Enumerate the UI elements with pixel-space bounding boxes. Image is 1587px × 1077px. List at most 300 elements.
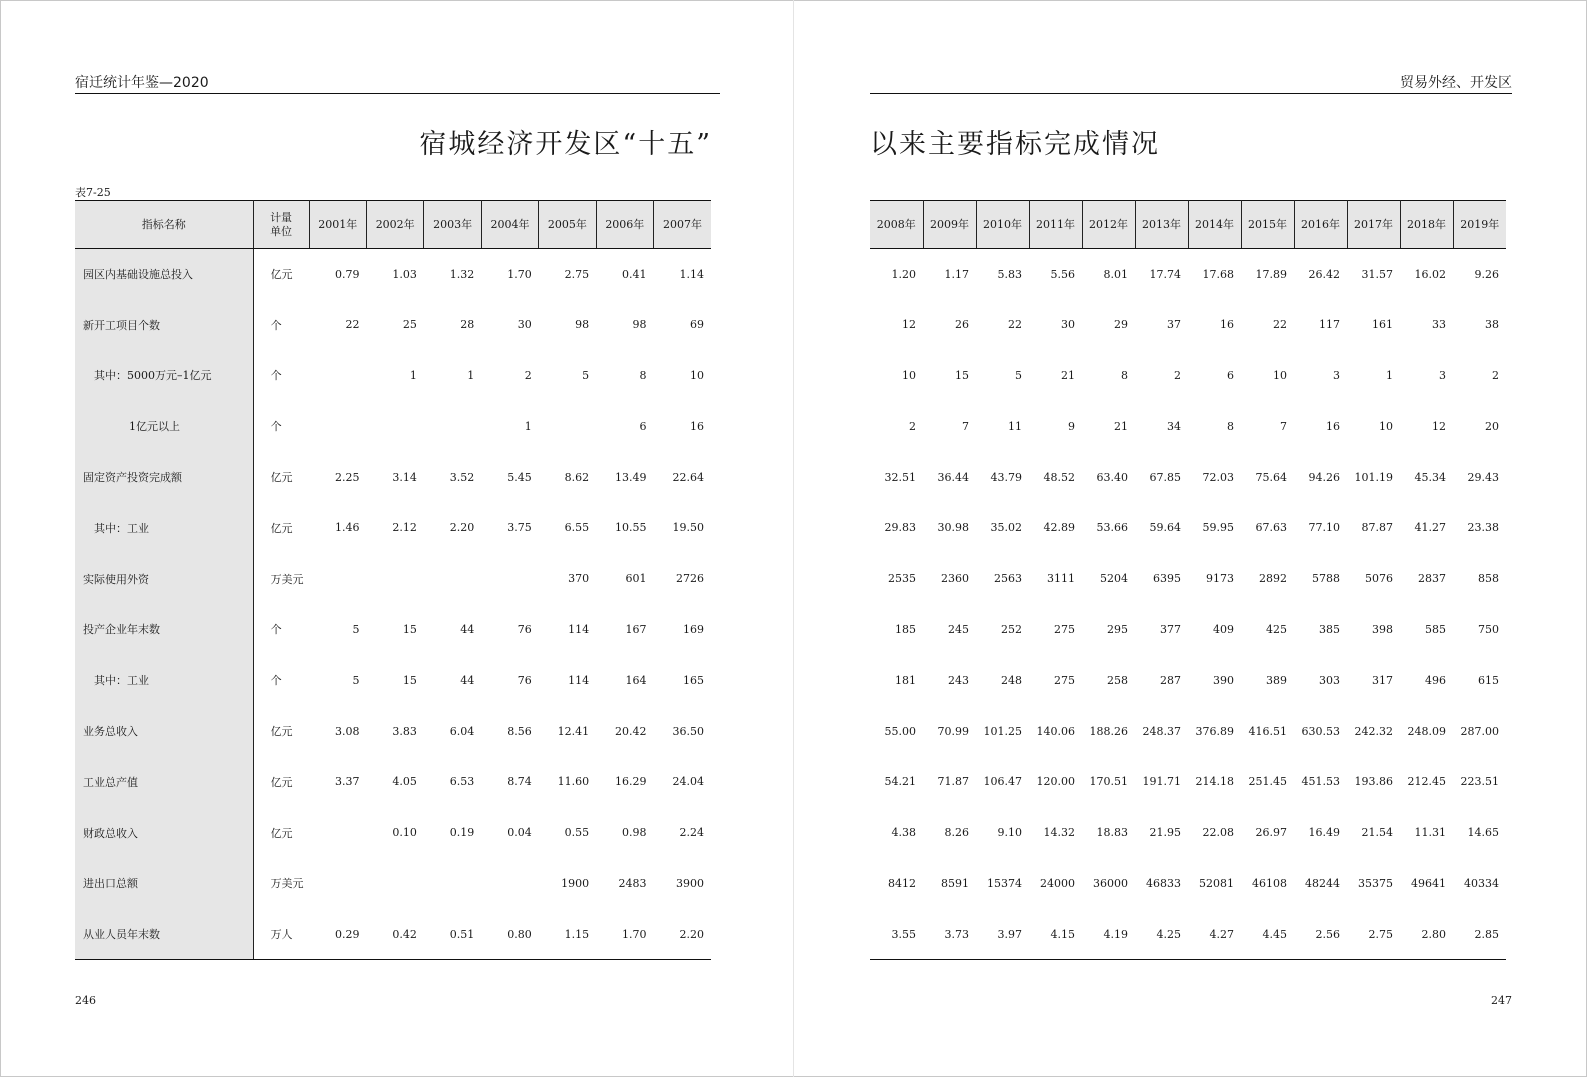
value-cell: 30.98 (937, 521, 969, 535)
value-cell: 9.26 (1474, 267, 1499, 281)
value-cell: 3.14 (392, 470, 417, 484)
value-cell: 2483 (618, 876, 647, 890)
value-cell: 9173 (1206, 572, 1234, 586)
value-cell: 37 (1167, 318, 1181, 332)
indicator-name: 从业人员年末数 (75, 909, 253, 960)
header-year: 2014年 (1188, 201, 1241, 249)
value-cell: 2 (909, 419, 916, 433)
value-cell: 9 (1068, 419, 1075, 433)
table-row (870, 909, 1506, 960)
value-cell: 17.74 (1149, 267, 1181, 281)
value-cell: 0.10 (392, 826, 417, 840)
value-cell: 1.70 (507, 267, 532, 281)
value-cell: 36.44 (937, 470, 969, 484)
right-page (870, 0, 1512, 1077)
header-year: 2003年 (424, 201, 481, 249)
value-cell: 3.08 (334, 724, 360, 738)
value-cell: 3900 (676, 876, 704, 890)
value-cell: 3.37 (334, 775, 360, 789)
value-cell: 2.24 (679, 826, 704, 840)
indicator-name: 其中：5000万元–1亿元 (75, 350, 253, 401)
value-cell (309, 858, 366, 909)
value-cell: 5 (1015, 368, 1022, 382)
indicator-name: 固定资产投资完成额 (75, 452, 253, 503)
table-row (75, 756, 711, 807)
value-cell (309, 807, 366, 858)
value-cell: 188.26 (1089, 724, 1128, 738)
value-cell: 376.89 (1195, 724, 1234, 738)
left-running-head-text: 宿迁统计年鉴—2020 (75, 75, 209, 91)
value-cell: 0.79 (334, 267, 360, 281)
value-cell (309, 350, 366, 401)
value-cell: 10 (1273, 368, 1287, 382)
value-cell: 22.08 (1202, 826, 1234, 840)
value-cell: 10 (1379, 419, 1393, 433)
table-row (870, 401, 1506, 452)
value-cell (539, 401, 596, 452)
value-cell: 1.70 (596, 909, 653, 960)
value-cell: 1 (409, 368, 417, 382)
indicator-name: 新开工项目个数 (75, 299, 253, 350)
left-header-row (75, 201, 711, 249)
value-cell: 3.55 (870, 909, 923, 960)
value-cell: 9.10 (997, 826, 1022, 840)
header-year: 2019年 (1453, 201, 1506, 249)
value-cell: 30 (1061, 318, 1075, 332)
value-cell: 49641 (1411, 876, 1446, 890)
value-cell: 101.19 (1354, 470, 1393, 484)
value-cell: 287.00 (1460, 724, 1499, 738)
value-cell (366, 553, 423, 604)
value-cell: 16.49 (1308, 826, 1340, 840)
value-cell: 11.31 (1414, 826, 1446, 840)
value-cell: 26.97 (1255, 826, 1287, 840)
value-cell: 630.53 (1301, 724, 1340, 738)
value-cell: 164 (625, 673, 647, 687)
unit-cell: 亿元 (270, 775, 293, 789)
value-cell: 12 (1432, 419, 1446, 433)
table-row (75, 502, 711, 553)
value-cell: 317 (1372, 673, 1393, 687)
table-row (75, 909, 711, 960)
value-cell: 5.45 (507, 470, 532, 484)
value-cell: 35.02 (990, 521, 1022, 535)
value-cell: 16 (1220, 318, 1234, 332)
value-cell: 16 (690, 419, 704, 433)
value-cell: 67.63 (1255, 521, 1287, 535)
value-cell (424, 401, 481, 452)
value-cell: 398 (1372, 622, 1393, 636)
value-cell: 69 (690, 318, 704, 332)
value-cell: 120.00 (1036, 775, 1075, 789)
table-row (75, 350, 711, 401)
value-cell: 76 (517, 622, 532, 636)
value-cell: 44 (460, 673, 475, 687)
table-number: 表7-25 (75, 186, 111, 199)
unit-cell: 个 (270, 674, 282, 688)
left-table-body (75, 249, 711, 960)
value-cell: 26.42 (1308, 267, 1340, 281)
value-cell: 20.42 (615, 724, 647, 738)
value-cell: 36.50 (672, 724, 704, 738)
header-unit-line1: 计量 (270, 210, 293, 224)
value-cell: 5788 (1312, 572, 1340, 586)
value-cell: 1.03 (392, 267, 417, 281)
value-cell: 185 (895, 622, 916, 636)
value-cell: 114 (568, 622, 590, 636)
value-cell: 6.53 (449, 775, 475, 789)
value-cell: 303 (1319, 673, 1340, 687)
value-cell: 2.75 (564, 267, 590, 281)
value-cell: 161 (1372, 318, 1393, 332)
value-cell: 2.20 (449, 521, 475, 535)
unit-cell: 万人 (253, 909, 309, 960)
unit-cell: 个 (270, 318, 282, 332)
value-cell: 31.57 (1361, 267, 1393, 281)
value-cell: 21.95 (1149, 826, 1181, 840)
value-cell: 5 (582, 368, 590, 382)
value-cell: 21 (1114, 419, 1128, 433)
indicator-name: 实际使用外资 (75, 553, 253, 604)
value-cell: 6 (639, 419, 647, 433)
value-cell: 1.46 (334, 521, 360, 535)
value-cell: 2.20 (654, 909, 711, 960)
unit-cell: 万美元 (270, 877, 304, 891)
value-cell: 170.51 (1089, 775, 1128, 789)
table-row (870, 350, 1506, 401)
value-cell: 52081 (1199, 876, 1234, 890)
value-cell: 8 (1121, 368, 1128, 382)
value-cell: 29.83 (884, 521, 916, 535)
value-cell: 22.64 (672, 470, 704, 484)
value-cell: 29.43 (1467, 470, 1499, 484)
value-cell: 7 (1280, 419, 1287, 433)
indicator-name: 1亿元以上 (75, 401, 253, 452)
unit-cell: 个 (270, 369, 282, 383)
value-cell: 12.41 (557, 724, 590, 738)
value-cell: 601 (625, 572, 647, 586)
value-cell: 8591 (941, 876, 969, 890)
value-cell: 5076 (1365, 572, 1393, 586)
value-cell: 10 (690, 368, 704, 382)
value-cell: 275 (1054, 622, 1075, 636)
value-cell (366, 401, 423, 452)
value-cell: 28 (460, 318, 475, 332)
value-cell: 98 (575, 318, 590, 332)
header-year: 2005年 (539, 201, 596, 249)
header-year: 2006年 (596, 201, 653, 249)
value-cell: 16 (1326, 419, 1340, 433)
value-cell: 106.47 (983, 775, 1022, 789)
value-cell: 6.04 (449, 724, 475, 738)
value-cell: 245 (948, 622, 969, 636)
value-cell: 2726 (676, 572, 704, 586)
value-cell: 71.87 (937, 775, 969, 789)
value-cell: 29 (1114, 318, 1128, 332)
table-row (75, 249, 711, 300)
value-cell: 242.32 (1354, 724, 1393, 738)
value-cell: 5.83 (997, 267, 1022, 281)
value-cell: 385 (1319, 622, 1340, 636)
value-cell: 8.01 (1103, 267, 1128, 281)
value-cell: 3.83 (392, 724, 417, 738)
table-row (870, 502, 1506, 553)
value-cell: 7 (962, 419, 969, 433)
value-cell: 858 (1478, 572, 1499, 586)
value-cell: 2.75 (1347, 909, 1400, 960)
value-cell: 5.56 (1050, 267, 1075, 281)
value-cell: 77.10 (1308, 521, 1340, 535)
value-cell: 11 (1008, 419, 1022, 433)
value-cell: 48.52 (1043, 470, 1075, 484)
table-row (75, 401, 711, 452)
value-cell: 169 (683, 622, 704, 636)
table-row (870, 807, 1506, 858)
table-row (75, 655, 711, 706)
value-cell: 5 (352, 622, 360, 636)
value-cell: 22 (1008, 318, 1022, 332)
value-cell: 248.09 (1407, 724, 1446, 738)
value-cell: 4.45 (1241, 909, 1294, 960)
value-cell: 21 (1061, 368, 1075, 382)
value-cell: 251.45 (1248, 775, 1287, 789)
value-cell: 0.29 (309, 909, 366, 960)
value-cell: 451.53 (1301, 775, 1340, 789)
value-cell: 20 (1485, 419, 1499, 433)
header-year: 2002年 (366, 201, 423, 249)
value-cell: 0.42 (366, 909, 423, 960)
value-cell: 1.14 (679, 267, 704, 281)
value-cell: 212.45 (1407, 775, 1446, 789)
header-year: 2011年 (1029, 201, 1082, 249)
value-cell: 181 (895, 673, 916, 687)
value-cell: 425 (1266, 622, 1287, 636)
value-cell: 585 (1425, 622, 1446, 636)
table-row (870, 249, 1506, 300)
value-cell: 6395 (1153, 572, 1181, 586)
value-cell: 496 (1425, 673, 1446, 687)
header-year: 2001年 (309, 201, 366, 249)
value-cell: 11.60 (557, 775, 590, 789)
value-cell: 4.19 (1082, 909, 1135, 960)
indicator-name: 其中：工业 (75, 655, 253, 706)
value-cell: 1 (1386, 368, 1393, 382)
value-cell: 248.37 (1142, 724, 1181, 738)
value-cell: 87.87 (1361, 521, 1393, 535)
header-year: 2004年 (481, 201, 538, 249)
value-cell: 3.97 (976, 909, 1029, 960)
value-cell: 41.27 (1414, 521, 1446, 535)
value-cell: 1.32 (449, 267, 475, 281)
value-cell: 59.64 (1149, 521, 1181, 535)
value-cell: 43.79 (990, 470, 1022, 484)
value-cell: 45.34 (1414, 470, 1446, 484)
value-cell: 63.40 (1096, 470, 1128, 484)
value-cell: 214.18 (1195, 775, 1234, 789)
value-cell: 8.62 (564, 470, 590, 484)
value-cell: 98 (632, 318, 647, 332)
table-row (870, 706, 1506, 757)
header-year: 2012年 (1082, 201, 1135, 249)
value-cell: 2892 (1259, 572, 1287, 586)
value-cell: 165 (683, 673, 704, 687)
header-year: 2017年 (1347, 201, 1400, 249)
value-cell: 35375 (1358, 876, 1393, 890)
value-cell: 0.55 (564, 826, 590, 840)
value-cell: 54.21 (884, 775, 916, 789)
value-cell: 275 (1054, 673, 1075, 687)
unit-cell: 个 (270, 420, 282, 434)
value-cell: 72.03 (1202, 470, 1234, 484)
header-year: 2018年 (1400, 201, 1453, 249)
header-year: 2010年 (976, 201, 1029, 249)
unit-cell: 亿元 (270, 826, 293, 840)
right-header-row (870, 201, 1506, 249)
page-gutter (793, 0, 794, 1077)
right-page-number: 247 (1491, 994, 1512, 1007)
value-cell: 0.80 (481, 909, 538, 960)
left-page-number: 246 (75, 994, 96, 1007)
unit-cell: 亿元 (270, 471, 293, 485)
value-cell: 16.02 (1414, 267, 1446, 281)
value-cell: 2.80 (1400, 909, 1453, 960)
value-cell: 0.98 (622, 826, 647, 840)
indicator-name: 业务总收入 (75, 706, 253, 757)
value-cell: 8.74 (507, 775, 532, 789)
right-page-title: 以来主要指标完成情况 (870, 129, 1160, 160)
value-cell: 5204 (1100, 572, 1128, 586)
value-cell: 8 (639, 368, 647, 382)
value-cell (424, 858, 481, 909)
value-cell: 248 (1001, 673, 1022, 687)
unit-cell: 亿元 (270, 268, 293, 282)
value-cell: 101.25 (983, 724, 1022, 738)
value-cell: 2837 (1418, 572, 1446, 586)
value-cell: 24.04 (672, 775, 704, 789)
value-cell: 53.66 (1096, 521, 1128, 535)
value-cell: 3.52 (449, 470, 475, 484)
value-cell: 12 (902, 318, 916, 332)
value-cell: 55.00 (884, 724, 916, 738)
table-row (870, 858, 1506, 909)
left-page (75, 0, 720, 1077)
value-cell: 6 (1227, 368, 1234, 382)
value-cell: 10 (902, 368, 916, 382)
value-cell: 44 (460, 622, 475, 636)
value-cell: 0.04 (507, 826, 532, 840)
value-cell: 3 (1439, 368, 1446, 382)
value-cell: 295 (1107, 622, 1128, 636)
value-cell: 2563 (994, 572, 1022, 586)
value-cell: 42.89 (1043, 521, 1075, 535)
value-cell: 75.64 (1255, 470, 1287, 484)
value-cell: 48244 (1305, 876, 1340, 890)
value-cell: 22 (1273, 318, 1287, 332)
value-cell: 1 (467, 368, 475, 382)
value-cell: 3.75 (507, 521, 532, 535)
value-cell (366, 858, 423, 909)
header-unit (253, 201, 309, 249)
value-cell: 117 (1319, 318, 1340, 332)
value-cell: 46833 (1146, 876, 1181, 890)
value-cell: 17.68 (1202, 267, 1234, 281)
value-cell: 30 (517, 318, 532, 332)
value-cell: 191.71 (1142, 775, 1181, 789)
value-cell: 223.51 (1460, 775, 1499, 789)
value-cell: 8412 (888, 876, 916, 890)
value-cell: 21.54 (1361, 826, 1393, 840)
value-cell: 4.25 (1135, 909, 1188, 960)
value-cell: 193.86 (1354, 775, 1393, 789)
value-cell: 33 (1432, 318, 1446, 332)
value-cell (481, 858, 538, 909)
table-row (870, 452, 1506, 503)
value-cell: 70.99 (937, 724, 969, 738)
value-cell: 2.56 (1294, 909, 1347, 960)
value-cell: 13.49 (615, 470, 647, 484)
value-cell: 377 (1160, 622, 1181, 636)
value-cell: 2360 (941, 572, 969, 586)
value-cell (309, 401, 366, 452)
value-cell: 167 (625, 622, 647, 636)
value-cell: 0.19 (449, 826, 475, 840)
value-cell: 59.95 (1202, 521, 1234, 535)
right-table-body (870, 249, 1506, 960)
value-cell: 243 (948, 673, 969, 687)
value-cell: 6.55 (564, 521, 590, 535)
value-cell: 25 (402, 318, 417, 332)
value-cell: 370 (568, 572, 590, 586)
value-cell: 5 (352, 673, 360, 687)
value-cell: 14.65 (1467, 826, 1499, 840)
value-cell: 8.26 (944, 826, 969, 840)
value-cell: 140.06 (1036, 724, 1075, 738)
value-cell: 2.25 (334, 470, 360, 484)
value-cell: 46108 (1252, 876, 1287, 890)
value-cell: 2.12 (392, 521, 417, 535)
unit-cell: 亿元 (270, 725, 293, 739)
table-row (870, 299, 1506, 350)
indicator-name: 园区内基础设施总投入 (75, 249, 253, 300)
table-row (75, 452, 711, 503)
value-cell: 258 (1107, 673, 1128, 687)
indicator-name: 进出口总额 (75, 858, 253, 909)
indicator-name: 工业总产值 (75, 756, 253, 807)
value-cell: 24000 (1040, 876, 1075, 890)
value-cell: 76 (517, 673, 532, 687)
header-unit-line2: 单位 (270, 224, 293, 238)
value-cell: 0.51 (424, 909, 481, 960)
table-row (75, 706, 711, 757)
value-cell: 287 (1160, 673, 1181, 687)
value-cell (309, 553, 366, 604)
value-cell: 15374 (987, 876, 1022, 890)
value-cell: 94.26 (1308, 470, 1340, 484)
value-cell: 409 (1213, 622, 1234, 636)
value-cell: 40334 (1464, 876, 1499, 890)
indicator-name: 财政总收入 (75, 807, 253, 858)
value-cell: 15 (955, 368, 969, 382)
value-cell: 8 (1227, 419, 1234, 433)
value-cell: 19.50 (672, 521, 704, 535)
value-cell: 2 (1492, 368, 1499, 382)
value-cell: 16.29 (615, 775, 647, 789)
table-row (75, 807, 711, 858)
value-cell: 1.20 (891, 267, 916, 281)
table-row (75, 858, 711, 909)
value-cell: 34 (1167, 419, 1181, 433)
value-cell: 252 (1001, 622, 1022, 636)
